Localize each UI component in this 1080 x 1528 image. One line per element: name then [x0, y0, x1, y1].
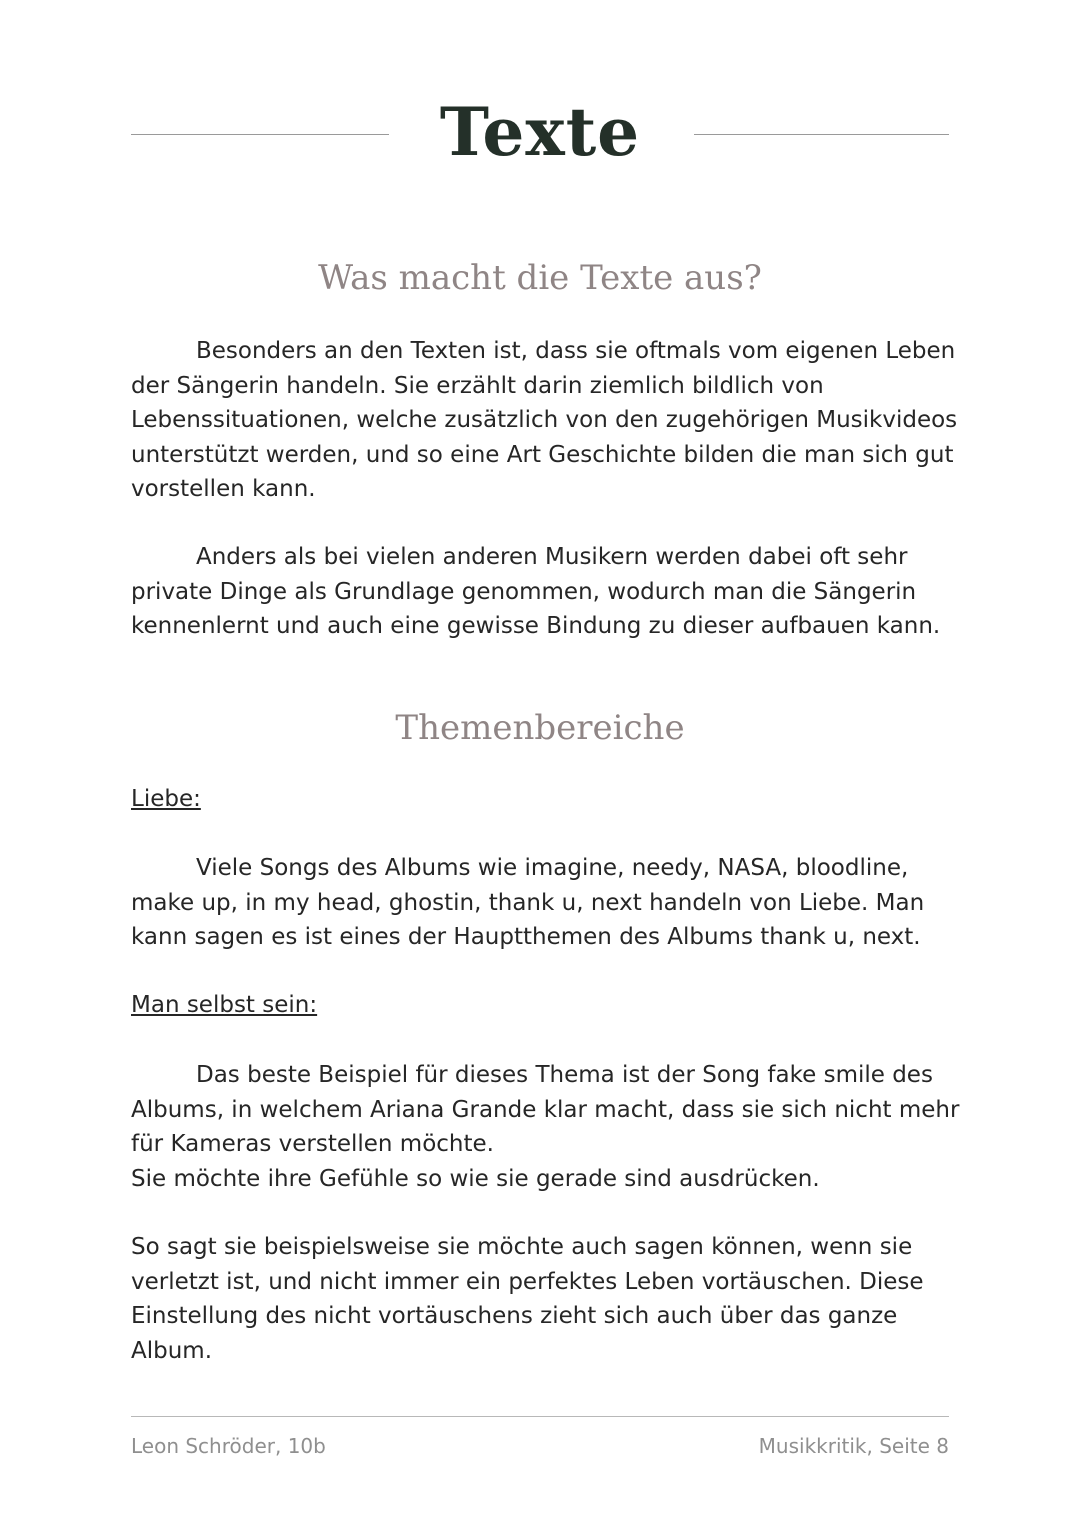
topic-label-be-yourself: Man selbst sein:: [131, 992, 318, 1018]
section-heading-lyrics: Was macht die Texte aus?: [318, 258, 762, 298]
title-divider-right: [694, 134, 949, 135]
paragraph-line-fake-smile: Das beste Beispiel für dieses Thema ist der Song fake smile des Albums, in welchem Ariana Grande klar macht, dass sie sich nicht mehr für Kameras verstellen möchte.: [131, 1062, 960, 1158]
topic-label-love: Liebe:: [131, 786, 201, 812]
page-title: Texte: [439, 93, 641, 171]
footer-author: Leon Schröder, 10b: [131, 1434, 326, 1458]
paragraph-line-feelings: Sie möchte ihre Gefühle so wie sie gerade sind ausdrücken.: [131, 1165, 820, 1192]
paragraph-topic-be-yourself-2: So sagt sie beispielsweise sie möchte auch sagen können, wenn sie verletzt ist, und nicht immer ein perfektes Leben vortäuschen. Diese Einstellung des nicht vortäuschens zieht sich auch über das ganze Album.: [131, 1234, 924, 1364]
page-header: [131, 82, 949, 192]
paragraph-lyrics-intro: Besonders an den Texten ist, dass sie oftmals vom eigenen Leben der Sängerin handeln. Sie erzählt darin ziemlich bildlich von Lebenssituationen, welche zusätzlich von den zugehörigen Musikvideos unterstützt werden, und so eine Art Geschichte bilden die man sich gut vorstellen kann.: [131, 338, 958, 503]
footer-page-number: Musikkritik, Seite 8: [758, 1434, 949, 1458]
paragraph-topic-love: Viele Songs des Albums wie imagine, needy, NASA, bloodline, make up, in my head, ghostin, thank u, next handeln von Liebe. Man kann sagen es ist eines der Hauptthemen des Albums thank u, next.: [131, 855, 925, 951]
footer-divider: [131, 1416, 949, 1417]
paragraph-topic-be-yourself: [131, 1058, 961, 1196]
section-heading-topics: Themenbereiche: [395, 708, 685, 748]
paragraph-lyrics-private: Anders als bei vielen anderen Musikern werden dabei oft sehr private Dinge als Grundlage genommen, wodurch man die Sängerin kennenlernt und auch eine gewisse Bindung zu dieser aufbauen kann.: [131, 544, 941, 640]
